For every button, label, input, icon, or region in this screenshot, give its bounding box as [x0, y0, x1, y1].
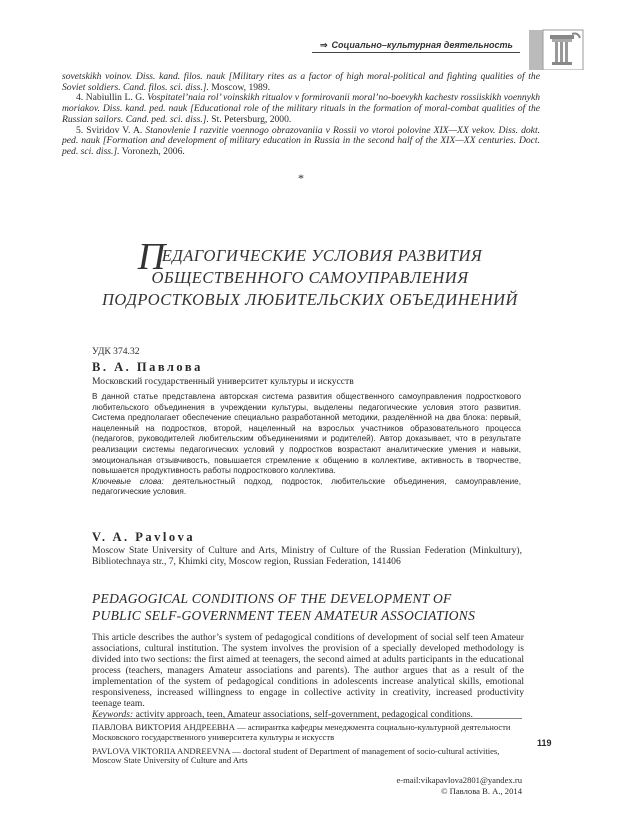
copyright: © Павлова В. А., 2014: [440, 786, 522, 796]
author-name-en: V. A. Pavlova: [92, 530, 196, 544]
keywords-en: Keywords: activity approach, teen, Amateur associations, self-government, pedagogical conditions.: [92, 709, 473, 720]
abstract-en: This article describes the author’s system of pedagogical conditions of development of social self teen Amateur associations, cultural institution. The system involves the provision of a specially developed methodology is divided into two sections: the first aimed at teenagers, the second aimed at adults participants in the educational process (teachers, managers Amateur associations and parents). The author argues that as a result of the implementation of the system of pedagogical conditions in adolescents increase analytical skills, emotional responsiveness, increased willingness to engage in collective activity in creativity, increased productivity teenage team. Keywords: activity approach, teen, Amateur associations, self-government, pedagogical conditions.: [92, 632, 524, 720]
section-header: [320, 40, 513, 51]
page-number: 119: [537, 738, 552, 748]
author-name-ru: В. А. Павлова: [92, 360, 203, 374]
article-title-ru: ПЕДАГОГИЧЕСКИЕ УСЛОВИЯ РАЗВИТИЯ ОБЩЕСТВЕННОГО САМОУПРАВЛЕНИЯ ПОДРОСТКОВЫХ ЛЮБИТЕЛЬСКИХ ОБЪЕДИНЕНИЙ: [102, 236, 518, 309]
author-email: e-mail:vikapavlova2801@yandex.ru: [396, 775, 522, 785]
author-info-en: PAVLOVA VIKTORIIA ANDREEVNA — doctoral student of Department of management of socio-cultural activities, Moscow State University of Culture and Arts: [92, 745, 500, 766]
section-separator: *: [298, 171, 304, 185]
title-initial: П: [137, 236, 166, 278]
section-title: Социально–культурная деятельность: [331, 40, 513, 50]
abstract-ru: В данной статье представлена авторская система развития общественного самоуправления подросткового любительского объединения в учреждении культуры, выделены педагогические условия этого развития. Система предполагает обеспечение специально разработанной методики, разделённой на два блока: первый, нацеленный на подростков, второй, нацеленный на взрослых участников образовательного процесса (педагогов, руководителей любительским объединениями и родителей). Автор доказывает, что в результате реализации системы педагогических условий у подростков возрастают аналитические умения и навыки, эмоциональная отзывчивость, повышается стремление к общению в коллективе, активность в творчестве, повышается продуктивность работы подросткового коллектива. Ключевые слова: деятельностный подход, подросток, любительские объединения, самоуправление, педагогические условия.: [92, 392, 521, 497]
author-info-ru: ПАВЛОВА ВИКТОРИЯ АНДРЕЕВНА — аспирантка кафедры менеджмента социально-культурной деятельности Московского государственного университета культуры и искусств: [92, 722, 511, 742]
reference-4: 4. Nabiullin L. G. Vospitatel’naia rol’ voinskikh ritualov v formirovanii moral’no-boevykh kachestv rossiiskikh voennykh moriakov. Diss. kand. ped. nauk [Educational role of the military rituals in the formation of moral-combat qualities of the Russian sailors. Cand. ped. sci. diss.]. St. Petersburg, 2000.: [62, 92, 540, 125]
affiliation-en: Moscow State University of Culture and Arts, Ministry of Culture of the Russian Federation (Minkultury), Bibliotechnaya str., 7, Khimki city, Moscow region, Russian Federation, 141406: [92, 545, 522, 567]
footer-rule: [92, 718, 522, 719]
udk-code: УДК 374.32: [92, 346, 140, 357]
references-list: [62, 72, 540, 158]
affiliation-ru: Московский государственный университет культуры и искусств: [92, 376, 354, 387]
reference-5: 5. Sviridov V. A. Stanovlenie I razvitie voennogo obrazovaniia v Rossii vo vtoroi polovine XIX—XX vekov. Diss. dokt. ped. nauk [Formation and development of military education in Russia in the second half of the XIX—XX centuries. Doct. ped. sci. diss.]. Voronezh, 2006.: [62, 124, 541, 157]
article-title-en: PEDAGOGICAL CONDITIONS OF THE DEVELOPMENT OF PUBLIC SELF-GOVERNMENT TEEN AMATEUR ASSOCIATIONS: [92, 591, 476, 623]
arrow-icon: ⇒: [320, 40, 328, 50]
column-logo-icon: [528, 22, 586, 70]
author-info: [92, 723, 522, 766]
keywords-ru: Ключевые слова: деятельностный подход, подросток, любительские объединения, самоуправление, педагогические условия.: [92, 476, 521, 497]
header-rule: [312, 52, 520, 53]
reference-3: sovetskikh voinov. Diss. kand. filos. nauk [Military rites as a factor of high moral-political and fighting qualities of the Soviet soldiers. Cand. filos. sci. diss.]. Moscow, 1989.: [62, 71, 540, 93]
